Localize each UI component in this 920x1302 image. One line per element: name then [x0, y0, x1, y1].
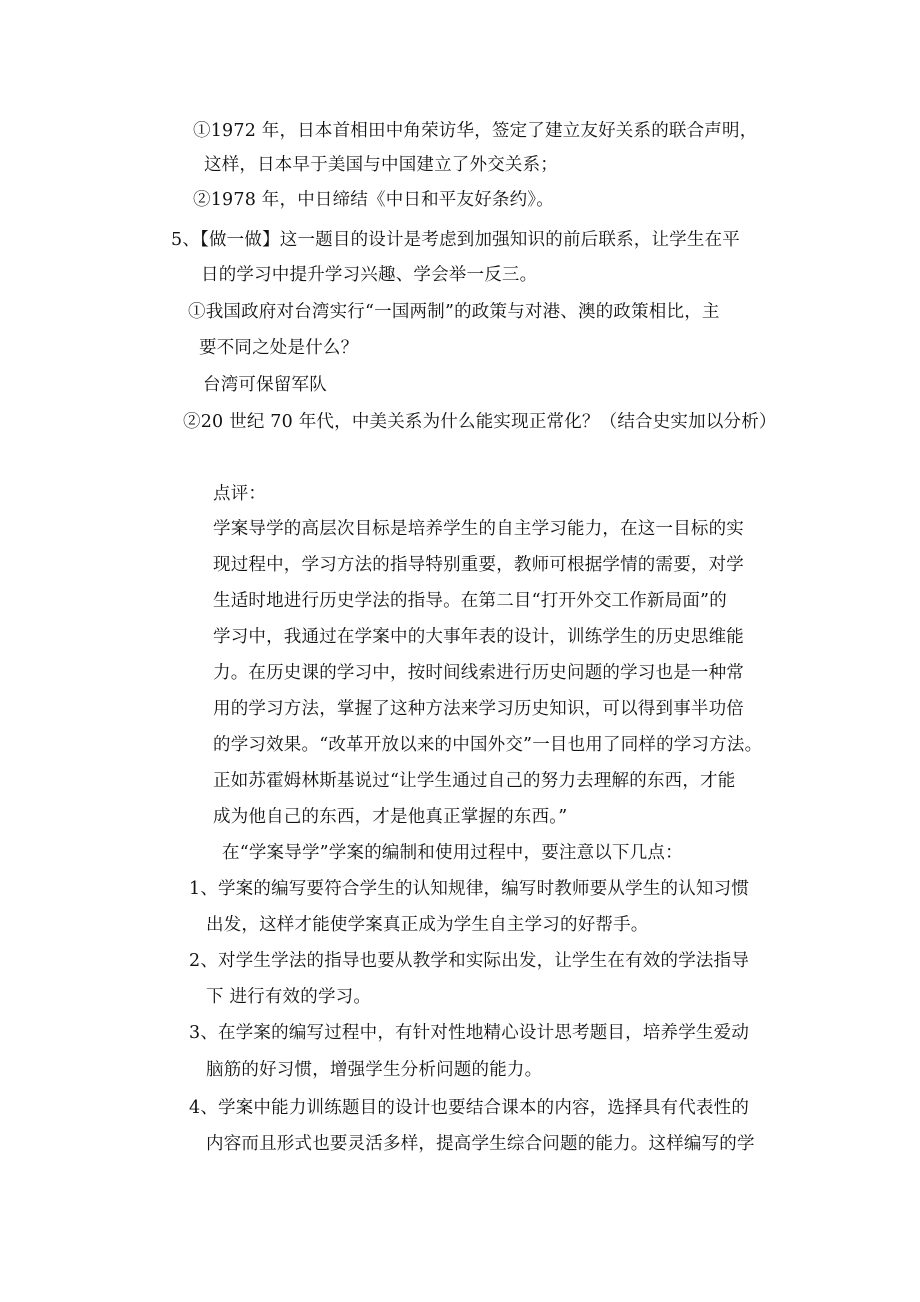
question2-line1: ②20 世纪 70 年代，中美关系为什么能实现正常化？（结合史实加以分析）	[183, 412, 777, 432]
review-intro: 在“学案导学”学案的编制和使用过程中，要注意以下几点：	[222, 843, 683, 863]
review-heading: 点评：	[213, 484, 267, 504]
item2-line1: ②1978 年，中日缔结《中日和平友好条约》。	[193, 190, 554, 210]
point-3-line1: 3、在学案的编写过程中，有针对性地精心设计思考题目，培养学生爱动	[189, 1023, 750, 1043]
point-4-line2: 内容而且形式也要灵活多样，提高学生综合问题的能力。这样编写的学	[206, 1134, 755, 1154]
point-2-line1: 2、对学生学法的指导也要从教学和实际出发，让学生在有效的学法指导	[189, 951, 750, 971]
exercise5-line2: 日的学习中提升学习兴趣、学会举一反三。	[201, 265, 538, 285]
review-line: 成为他自己的东西，才是他真正掌握的东西。”	[213, 807, 568, 827]
question1-line1: ①我国政府对台湾实行“一国两制”的政策与对港、澳的政策相比，主	[188, 302, 720, 322]
point-4-line1: 4、学案中能力训练题目的设计也要结合课本的内容，选择具有代表性的	[189, 1098, 750, 1118]
item1-line2: 这样，日本早于美国与中国建立了外交关系；	[204, 155, 558, 175]
point-2-line2: 下 进行有效的学习。	[206, 987, 372, 1007]
review-line: 用的学习方法，掌握了这种方法来学习历史知识，可以得到事半功倍	[213, 699, 744, 719]
review-line: 学案导学的高层次目标是培养学生的自主学习能力，在这一目标的实	[213, 519, 744, 539]
review-line: 正如苏霍姆林斯基说过“让学生通过自己的努力去理解的东西，才能	[213, 771, 736, 791]
review-line: 的学习效果。“改革开放以来的中国外交”一目也用了同样的学习方法。	[213, 735, 763, 755]
review-line: 生适时地进行历史学法的指导。在第二目“打开外交工作新局面”的	[213, 591, 727, 611]
question1-answer: 台湾可保留军队	[203, 375, 327, 395]
review-line: 力。在历史课的学习中，按时间线索进行历史问题的学习也是一种常	[213, 663, 744, 683]
review-line: 学习中，我通过在学案中的大事年表的设计，训练学生的历史思维能	[213, 627, 744, 647]
review-line: 现过程中，学习方法的指导特别重要，教师可根据学情的需要，对学	[213, 555, 744, 575]
question1-line2: 要不同之处是什么？	[199, 338, 359, 358]
point-3-line2: 脑筋的好习惯，增强学生分析问题的能力。	[206, 1060, 543, 1080]
point-1-line2: 出发，这样才能使学案真正成为学生自主学习的好帮手。	[206, 915, 649, 935]
point-1-line1: 1、学案的编写要符合学生的认知规律，编写时教师要从学生的认知习惯	[189, 879, 750, 899]
exercise5-line1: 5、【做一做】这一题目的设计是考虑到加强知识的前后联系，让学生在平	[171, 230, 740, 250]
item1-line1: ①1972 年，日本首相田中角荣访华，签定了建立友好关系的联合声明，	[193, 121, 758, 141]
